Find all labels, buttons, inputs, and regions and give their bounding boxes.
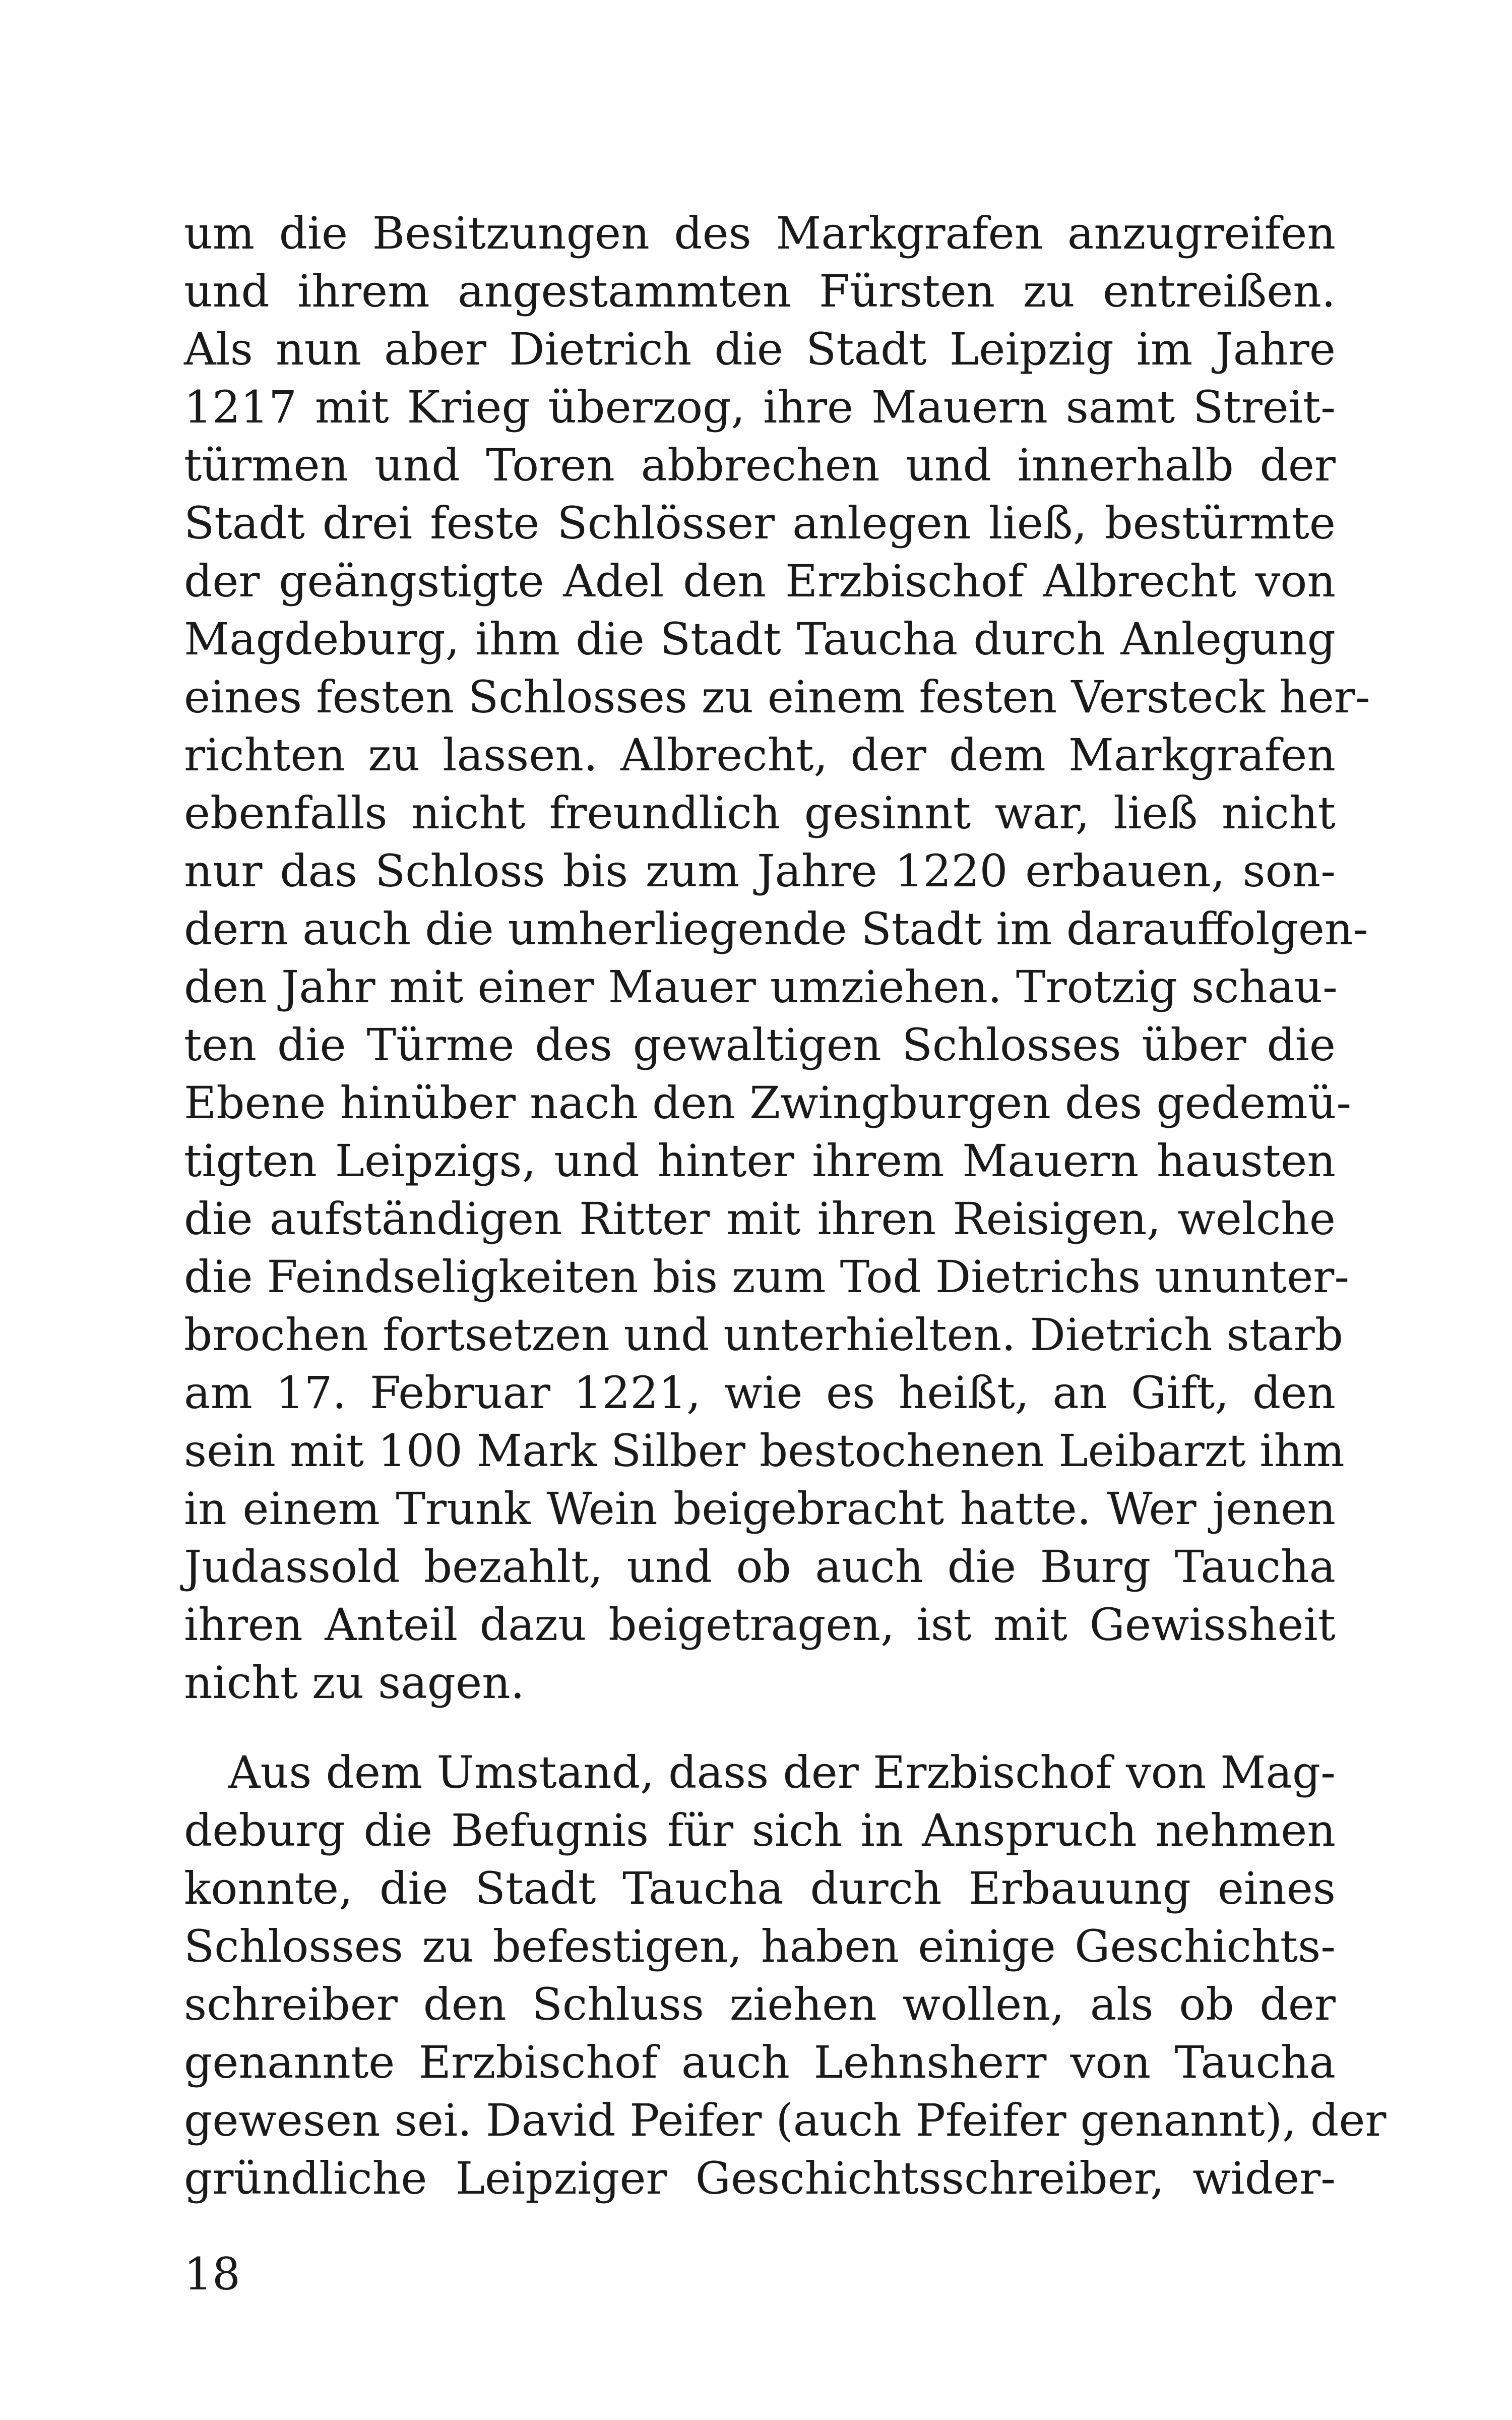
text-line: nicht zu sagen. bbox=[184, 1657, 525, 1709]
text-line: richten zu lassen. Albrecht, der dem Markgrafen bbox=[184, 729, 1336, 781]
text-line: konnte, die Stadt Taucha durch Erbauung eines bbox=[184, 1862, 1336, 1914]
text-line: Schlosses zu befestigen, haben einige Geschichts- bbox=[184, 1920, 1336, 1972]
paragraph-1 bbox=[184, 204, 1370, 1712]
paragraph-2 bbox=[184, 1743, 1387, 2207]
text-line: Stadt drei feste Schlösser anlegen ließ, bestürmte bbox=[184, 497, 1336, 549]
text-line: tigten Leipzigs, und hinter ihrem Mauern hausten bbox=[184, 1135, 1336, 1187]
text-line: Magdeburg, ihm die Stadt Taucha durch Anlegung bbox=[184, 613, 1336, 665]
text-line: um die Besitzungen des Markgrafen anzugreifen bbox=[184, 207, 1336, 259]
text-line: der geängstigte Adel den Erzbischof Albrecht von bbox=[184, 555, 1336, 607]
text-line: schreiber den Schluss ziehen wollen, als ob der bbox=[184, 1978, 1336, 2030]
text-line: Ebene hinüber nach den Zwingburgen des gedemü- bbox=[184, 1077, 1352, 1129]
text-line: nur das Schloss bis zum Jahre 1220 erbauen, son- bbox=[184, 845, 1336, 897]
text-line: Judassold bezahlt, und ob auch die Burg Taucha bbox=[184, 1541, 1336, 1593]
text-line: brochen fortsetzen und unterhielten. Dietrich starb bbox=[184, 1309, 1344, 1361]
text-line: sein mit 100 Mark Silber bestochenen Leibarzt ihm bbox=[184, 1425, 1345, 1477]
text-line: und ihrem angestammten Fürsten zu entreißen. bbox=[184, 265, 1336, 317]
text-line: ihren Anteil dazu beigetragen, ist mit Gewissheit bbox=[184, 1599, 1336, 1651]
text-line: ebenfalls nicht freundlich gesinnt war, ließ nicht bbox=[184, 787, 1336, 839]
text-line: Aus dem Umstand, dass der Erzbischof von Mag- bbox=[228, 1746, 1336, 1798]
text-line: genannte Erzbischof auch Lehnsherr von Taucha bbox=[184, 2036, 1336, 2088]
text-line: eines festen Schlosses zu einem festen Versteck her- bbox=[184, 671, 1370, 723]
text-line: ten die Türme des gewaltigen Schlosses über die bbox=[184, 1019, 1336, 1071]
text-line: die aufständigen Ritter mit ihren Reisigen, welche bbox=[184, 1193, 1336, 1245]
page-number: 18 bbox=[184, 2248, 240, 2300]
text-line: die Feindseligkeiten bis zum Tod Dietrichs ununter- bbox=[184, 1251, 1350, 1303]
text-line: 1217 mit Krieg überzog, ihre Mauern samt Streit- bbox=[184, 381, 1336, 433]
text-line: dern auch die umherliegende Stadt im darauffolgen- bbox=[184, 903, 1368, 955]
text-line: deburg die Befugnis für sich in Anspruch nehmen bbox=[184, 1804, 1336, 1856]
text-line: gründliche Leipziger Geschichtsschreiber, wider- bbox=[184, 2152, 1336, 2204]
text-line: in einem Trunk Wein beigebracht hatte. Wer jenen bbox=[184, 1483, 1336, 1535]
text-line: türmen und Toren abbrechen und innerhalb der bbox=[184, 439, 1336, 491]
text-line: gewesen sei. David Peifer (auch Pfeifer genannt), der bbox=[184, 2094, 1387, 2146]
text-line: den Jahr mit einer Mauer umziehen. Trotzig schau- bbox=[184, 961, 1338, 1013]
text-line: Als nun aber Dietrich die Stadt Leipzig im Jahre bbox=[184, 323, 1336, 375]
text-line: am 17. Februar 1221, wie es heißt, an Gift, den bbox=[184, 1367, 1336, 1419]
